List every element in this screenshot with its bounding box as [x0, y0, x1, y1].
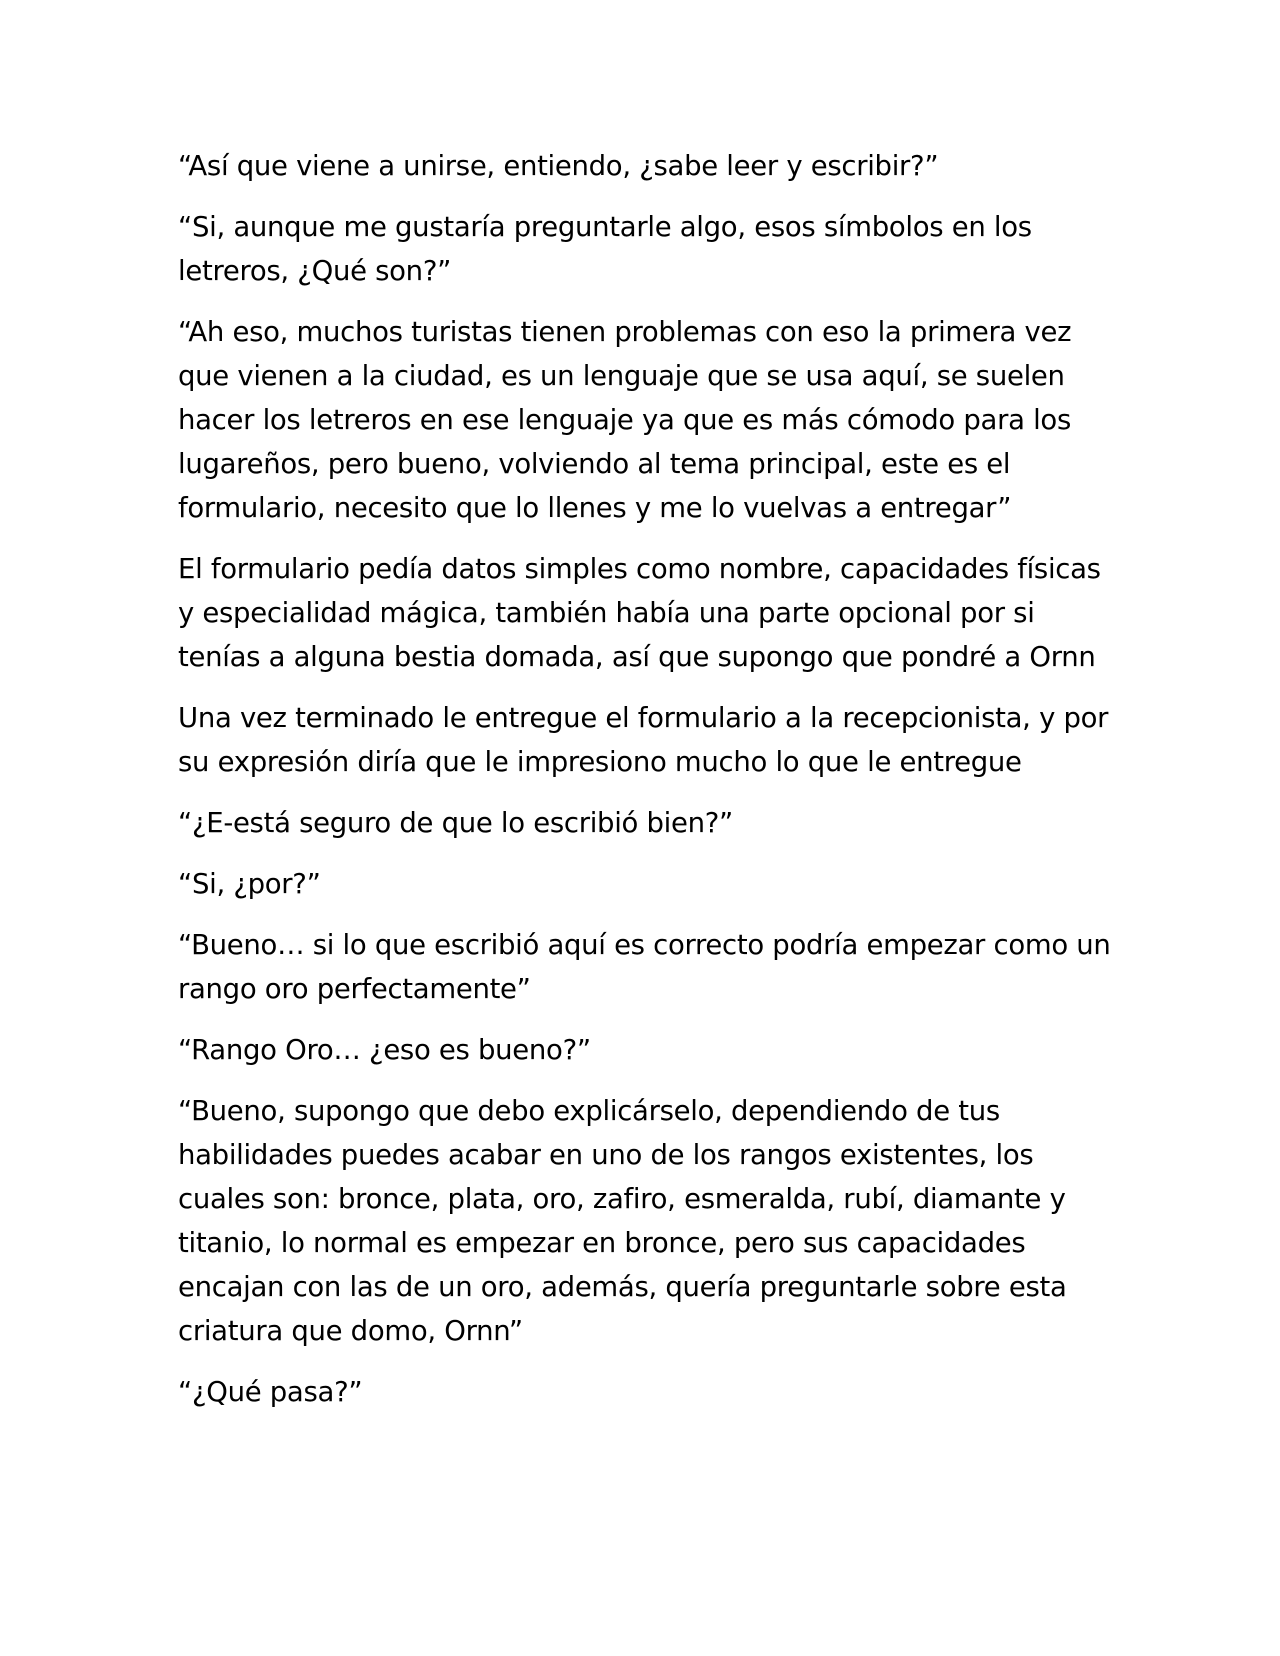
paragraph-5: Una vez terminado le entregue el formulario a la recepcionista, y por su expresión diría que le impresiono mucho lo que le entregue: [178, 702, 1109, 778]
paragraph-6: “¿E-está seguro de que lo escribió bien?”: [178, 807, 733, 839]
paragraph-3: “Ah eso, muchos turistas tienen problemas con eso la primera vez que vienen a la ciudad, es un lenguaje que se usa aquí, se suelen hacer los letreros en ese lenguaje ya que es más cómodo para los lugareños, pero bueno, volviendo al tema principal, este es el formulario, necesito que lo llenes y me lo vuelvas a entregar”: [178, 316, 1072, 524]
paragraph-9: “Rango Oro… ¿eso es bueno?”: [178, 1034, 591, 1066]
paragraph-10: “Bueno, supongo que debo explicárselo, dependiendo de tus habilidades puedes acabar en uno de los rangos existentes, los cuales son: bronce, plata, oro, zafiro, esmeralda, rubí, diamante y titanio, lo normal es empezar en bronce, pero sus capacidades encajan con las de un oro, además, quería preguntarle sobre esta criatura que domo, Ornn”: [178, 1095, 1067, 1347]
document-body: [178, 144, 1118, 1431]
paragraph-11: “¿Qué pasa?”: [178, 1376, 363, 1408]
paragraph-8: “Bueno… si lo que escribió aquí es correcto podría empezar como un rango oro perfectamente”: [178, 929, 1111, 1005]
paragraph-1: “Así que viene a unirse, entiendo, ¿sabe leer y escribir?”: [178, 150, 939, 182]
paragraph-4: El formulario pedía datos simples como nombre, capacidades físicas y especialidad mágica, también había una parte opcional por si tenías a alguna bestia domada, así que supongo que pondré a Ornn: [178, 553, 1101, 673]
paragraph-2: “Si, aunque me gustaría preguntarle algo, esos símbolos en los letreros, ¿Qué son?”: [178, 211, 1032, 287]
paragraph-7: “Si, ¿por?”: [178, 868, 321, 900]
